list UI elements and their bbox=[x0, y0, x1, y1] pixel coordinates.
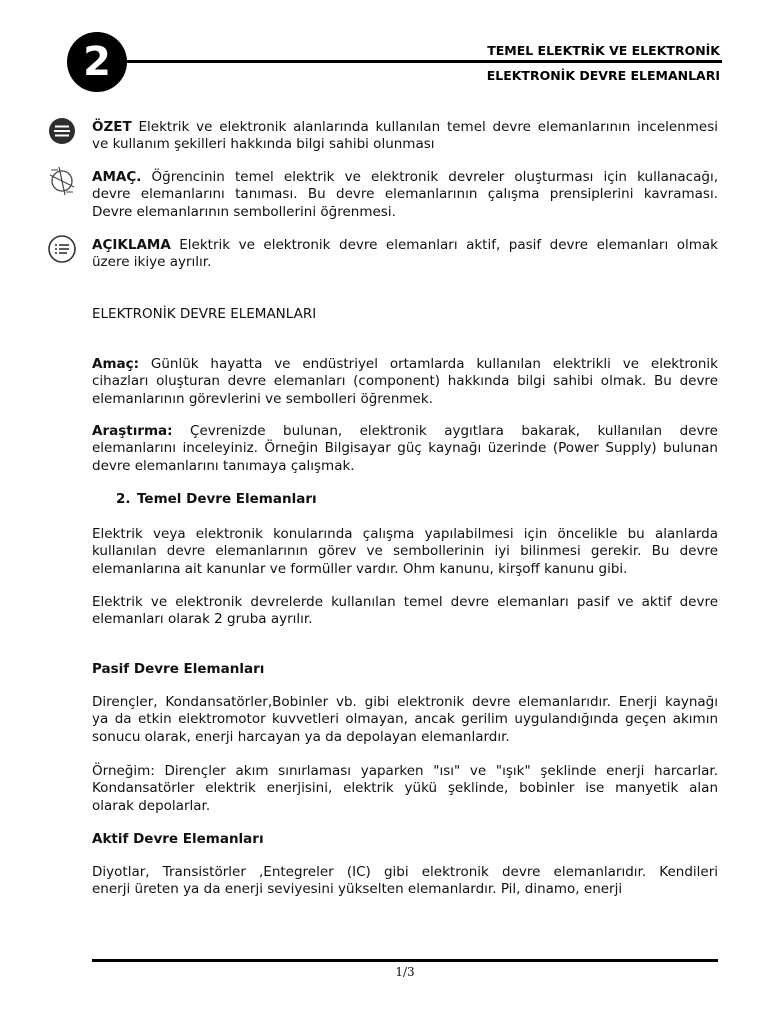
passive-paragraph bbox=[92, 694, 718, 746]
intro-paragraph bbox=[92, 526, 718, 578]
paragraph-line: Dirençler, Kondansatörler,Bobinler vb. gibi elektronik devre elemanlarıdır. Enerji kaynağı bbox=[92, 694, 718, 710]
paragraph-line: Elektrik ve elektronik devrelerde kullanılan temel devre elemanları pasif ve aktif devre bbox=[92, 594, 718, 610]
active-heading: Aktif Devre Elemanları bbox=[92, 831, 264, 847]
research-text: Çevrenizde bulunan, elektronik aygıtlara bakarak, kullanılan devre bbox=[190, 423, 718, 439]
summary-label: ÖZET bbox=[92, 119, 132, 135]
section-title: ELEKTRONİK DEVRE ELEMANLARI bbox=[92, 306, 317, 322]
subsection-title: Temel Devre Elemanları bbox=[137, 491, 317, 507]
subsection-heading bbox=[116, 491, 616, 508]
objective-text: Günlük hayatta ve endüstriyel ortamlarda kullanılan elektrikli ve elektronik bbox=[150, 356, 718, 372]
subsection-number: 2. bbox=[116, 491, 131, 507]
explanation-block bbox=[92, 237, 718, 272]
paragraph-line: Diyotlar, Transistörler ,Entegreler (IC) gibi elektronik devre elemanlarıdır. Kendileri bbox=[92, 864, 718, 880]
passive-heading: Pasif Devre Elemanları bbox=[92, 661, 265, 677]
research-line bbox=[92, 423, 718, 440]
explanation-line bbox=[92, 237, 718, 254]
objective-line bbox=[92, 356, 718, 373]
target-icon bbox=[47, 166, 77, 196]
summary-block bbox=[92, 119, 718, 154]
research-line: devre elemanlarını tanımaya çalışmak. bbox=[92, 457, 355, 474]
research-label: Araştırma: bbox=[92, 423, 173, 439]
objective-summary-line bbox=[92, 169, 718, 186]
research-line: elemanlarını inceleyiniz. Örneğin Bilgisayar güç kaynağı üzerinde (Power Supply) bulunan bbox=[92, 440, 718, 457]
paragraph-line: elemanları olarak 2 gruba ayrılır. bbox=[92, 611, 313, 628]
paragraph-line: Kondansatörler elektrik enerjisini, elektrik yükü şeklinde, bobinler ise manyetik alan bbox=[92, 780, 718, 797]
summary-line bbox=[92, 119, 718, 136]
objective-label: Amaç: bbox=[92, 356, 140, 372]
objective-paragraph bbox=[92, 356, 718, 408]
header-subtitle: ELEKTRONİK DEVRE ELEMANLARI bbox=[486, 68, 720, 83]
page-number: 1/3 bbox=[395, 965, 415, 979]
paragraph-line: elemanlarına ait kanunlar ve formüller vardır. Ohm kanunu, kirşoff kanunu gibi. bbox=[92, 560, 628, 577]
objective-summary-text: Öğrencinin temel elektrik ve elektronik devreler oluşturması için kullanacağı, bbox=[151, 169, 718, 185]
paragraph-line: sonucu olarak, enerji harcayan ya da depolayan elemanlardır. bbox=[92, 728, 510, 745]
explanation-line: üzere ikiye ayrılır. bbox=[92, 254, 212, 271]
active-paragraph bbox=[92, 864, 718, 899]
summary-text: Elektrik ve elektronik alanlarında kullanılan temel devre elemanlarının incelenmesi bbox=[138, 119, 718, 135]
list-icon bbox=[47, 234, 77, 264]
footer-rule bbox=[92, 959, 718, 962]
passive-paragraph bbox=[92, 763, 718, 815]
header-rule bbox=[126, 60, 722, 63]
objective-summary-line: Devre elemanlarının sembollerini öğrenmesi. bbox=[92, 203, 396, 220]
objective-summary-line: devre elemanlarını tanıması. Bu devre elemanlarının çalışma prensiplerini kavraması. bbox=[92, 186, 718, 203]
objective-line: elemanlarının görevlerini ve sembolleri öğrenmek. bbox=[92, 390, 433, 407]
paragraph-line: Elektrik veya elektronik konularında çalışma yapılabilmesi için öncelikle bu alanlarda bbox=[92, 526, 718, 542]
paragraph-line: enerji üreten ya da enerji seviyesini yükselten elemanlardır. Pil, dinamo, enerji bbox=[92, 881, 623, 898]
explanation-text: Elektrik ve elektronik devre elemanları aktif, pasif devre elemanları olmak bbox=[179, 237, 718, 253]
paragraph-line: ya da etkin elektromotor kuvvetleri olmayan, ancak gerilim uygulandığında geçen akımın bbox=[92, 711, 718, 728]
research-paragraph bbox=[92, 423, 718, 475]
header-title: TEMEL ELEKTRİK VE ELEKTRONİK bbox=[487, 43, 720, 58]
paragraph-line: olarak depolarlar. bbox=[92, 797, 211, 814]
objective-line: cihazları oluşturan devre elemanları (component) hakkında bilgi sahibi olmak. Bu devre bbox=[92, 373, 718, 390]
intro-paragraph bbox=[92, 594, 718, 629]
menu-icon bbox=[47, 116, 77, 146]
explanation-label: AÇIKLAMA bbox=[92, 237, 171, 253]
objective-summary-block bbox=[92, 169, 718, 221]
summary-line: ve kullanım şekilleri hakkında bilgi sahibi olunması bbox=[92, 136, 435, 153]
paragraph-line: Örneğim: Dirençler akım sınırlaması yaparken "ısı" ve "ışık" şeklinde enerji harcarlar. bbox=[92, 763, 718, 779]
chapter-number-badge: 2 bbox=[67, 32, 127, 92]
paragraph-line: kullanılan devre elemanlarının görev ve sembollerinin iyi bilinmesi gerekir. Bu devre bbox=[92, 543, 718, 560]
objective-summary-label: AMAÇ. bbox=[92, 169, 142, 185]
